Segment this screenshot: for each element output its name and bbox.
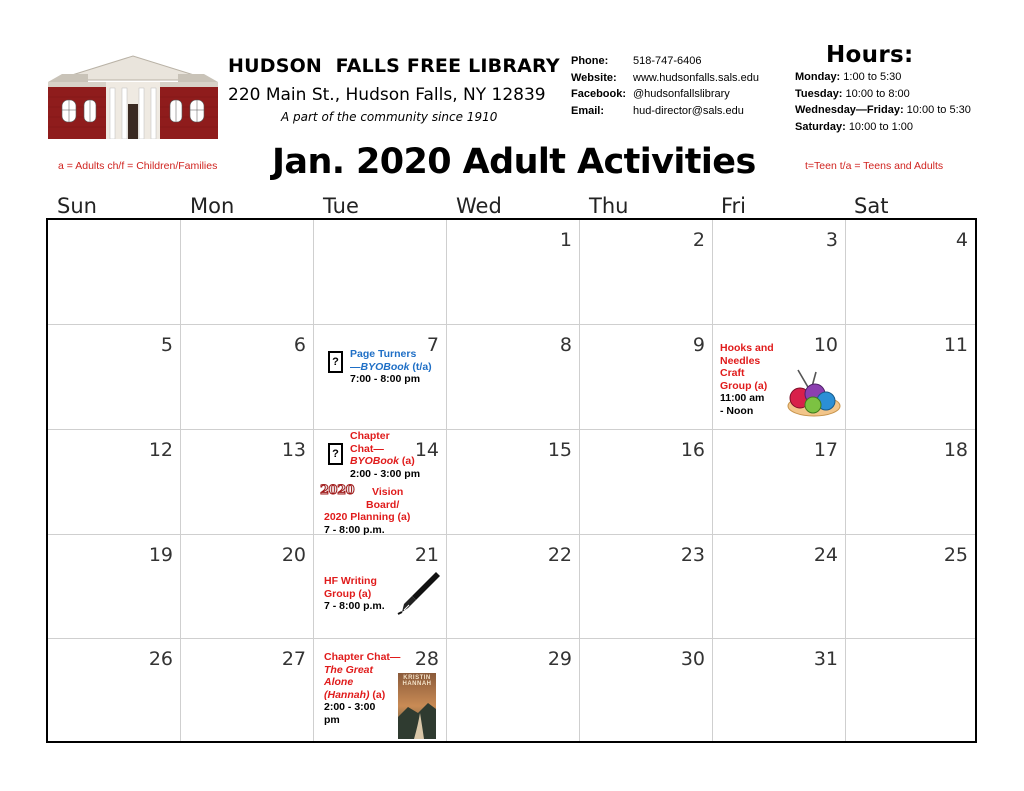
legend-audience-right: t=Teen t/a = Teens and Adults <box>805 160 944 172</box>
event-time: 7:00 - 8:00 pm <box>350 373 421 385</box>
day-number: 9 <box>692 334 705 356</box>
contact-facebook-row <box>571 86 759 103</box>
facebook-value: @hudsonfallslibrary <box>633 88 730 100</box>
day-number: 17 <box>813 439 838 461</box>
calendar-day-cell <box>713 639 846 741</box>
calendar-day-cell <box>580 220 713 325</box>
hours-day: Saturday: <box>795 120 846 133</box>
day-number: 23 <box>680 544 705 566</box>
hours-day: Monday: <box>795 71 841 83</box>
event-time: 7 - 8:00 p.m. <box>324 600 385 612</box>
event-hooks-and-needles[interactable] <box>720 342 774 417</box>
dow-wed: Wed <box>456 194 502 218</box>
event-title-line: Group (a) <box>720 379 768 392</box>
calendar-day-cell <box>447 430 580 535</box>
hours-time: 10:00 to 5:30 <box>906 104 971 116</box>
email-label: Email: <box>571 104 605 117</box>
day-number: 15 <box>547 439 572 461</box>
day-number: 11 <box>943 334 968 356</box>
calendar-day-cell <box>48 430 181 535</box>
event-audience: (t/a) <box>409 360 432 373</box>
day-number: 1 <box>559 229 572 251</box>
day-number: 20 <box>281 544 306 566</box>
hours-time: 1:00 to 5:30 <box>843 71 902 83</box>
calendar-day-cell <box>713 430 846 535</box>
day-number: 8 <box>559 334 572 356</box>
hours-list <box>795 69 971 135</box>
contact-phone-row <box>571 53 759 70</box>
event-title-line: Board/ <box>366 498 400 511</box>
day-number: 19 <box>148 544 173 566</box>
event-time: 2:00 - 3:00 <box>324 701 376 713</box>
hours-day: Wednesday—Friday: <box>795 104 904 116</box>
day-number: 25 <box>943 544 968 566</box>
event-title-line: Chapter <box>350 430 390 442</box>
facebook-label: Facebook: <box>571 88 627 100</box>
calendar-day-cell <box>846 639 975 741</box>
hours-row <box>795 69 971 86</box>
event-subtitle <box>350 455 420 468</box>
event-title-line: Hooks and <box>720 342 774 354</box>
hours-time: 10:00 to 8:00 <box>845 87 910 100</box>
vision-2020-badge: 2020 <box>320 483 355 498</box>
day-number: 6 <box>293 334 306 356</box>
calendar-day-cell <box>447 639 580 741</box>
event-byobook: BYOBook <box>350 455 400 467</box>
dow-fri: Fri <box>721 194 747 218</box>
calendar-day-cell <box>181 220 314 325</box>
event-vision-board[interactable] <box>324 486 410 536</box>
event-title-line: HF Writing <box>324 575 377 587</box>
event-book-title: Alone <box>324 676 354 688</box>
calendar-day-cell <box>181 325 314 430</box>
event-title-line: Chat— <box>350 442 384 455</box>
day-number: 3 <box>825 229 838 251</box>
hours-row <box>795 86 971 103</box>
event-title: Page Turners <box>350 348 417 360</box>
dow-sun: Sun <box>57 194 97 218</box>
event-time: 11:00 am <box>720 392 765 404</box>
day-number: 30 <box>680 648 705 670</box>
event-time: - Noon <box>720 404 754 417</box>
event-title-line: Craft <box>720 367 745 379</box>
day-number: 27 <box>281 648 306 670</box>
calendar-day-cell <box>48 325 181 430</box>
calendar-day-cell <box>447 220 580 325</box>
event-title-line: Needles <box>720 354 761 367</box>
event-audience: (a) <box>399 455 415 467</box>
dow-sat: Sat <box>854 194 889 218</box>
question-book-icon: ? <box>328 351 343 373</box>
page-title: Jan. 2020 Adult Activities <box>272 142 756 182</box>
email-value[interactable]: hud-director@sals.edu <box>633 104 744 117</box>
contact-info <box>571 53 759 119</box>
hours-title: Hours: <box>826 42 914 68</box>
calendar-grid <box>46 218 977 743</box>
calendar-day-cell <box>846 430 975 535</box>
day-number: 29 <box>547 648 572 670</box>
dow-tue: Tue <box>323 194 359 218</box>
calendar-day-cell <box>713 535 846 639</box>
event-chapter-chat-great-alone[interactable] <box>324 651 400 726</box>
website-label: Website: <box>571 71 617 84</box>
day-number: 12 <box>148 439 173 461</box>
hours-day: Tuesday: <box>795 87 843 100</box>
dow-mon: Mon <box>190 194 235 218</box>
calendar-day-cell <box>447 535 580 639</box>
yarn-balls-icon <box>786 368 841 418</box>
calendar-day-cell <box>713 220 846 325</box>
book-cover-image <box>398 673 436 739</box>
calendar-day-cell <box>580 430 713 535</box>
library-building-logo <box>48 52 218 139</box>
event-time: pm <box>324 713 340 726</box>
day-number: 18 <box>943 439 968 461</box>
calendar-day-cell <box>48 220 181 325</box>
calendar-day-cell <box>846 325 975 430</box>
event-title-line: Group (a) <box>324 587 372 600</box>
event-byobook: BYOBook <box>360 360 410 373</box>
library-address: 220 Main St., Hudson Falls, NY 12839 <box>228 85 546 105</box>
event-dash: — <box>350 360 361 373</box>
question-book-icon: ? <box>328 443 343 465</box>
event-page-turners[interactable] <box>350 348 432 386</box>
hours-time: 10:00 to 1:00 <box>848 120 914 133</box>
calendar-day-cell <box>181 639 314 741</box>
day-number: 16 <box>680 439 705 461</box>
book-cover-author: KRISTIN HANNAH <box>402 675 432 687</box>
event-title-line: 2020 Planning (a) <box>324 511 411 523</box>
event-author-line <box>324 689 400 702</box>
event-chapter-chat-byobook[interactable] <box>350 430 420 480</box>
event-author: (Hannah) <box>324 688 370 701</box>
calendar-day-cell <box>580 325 713 430</box>
hours-row <box>795 119 971 136</box>
day-number: 7 <box>426 334 439 356</box>
event-book-title: The Great <box>324 663 374 676</box>
day-number: 10 <box>813 334 838 356</box>
event-hf-writing-group[interactable] <box>324 575 385 613</box>
event-time: 7 - 8:00 p.m. <box>324 523 385 536</box>
event-title-line: Chapter Chat— <box>324 651 401 663</box>
calendar-day-cell <box>181 535 314 639</box>
day-number: 21 <box>414 544 439 566</box>
calendar-day-cell <box>846 535 975 639</box>
dow-thu: Thu <box>589 194 629 218</box>
event-audience: (a) <box>369 688 386 701</box>
day-number: 13 <box>281 439 306 461</box>
event-subtitle <box>350 361 432 374</box>
phone-value: 518-747-6406 <box>633 55 702 67</box>
hours-row <box>795 102 971 119</box>
contact-website-row <box>571 70 759 87</box>
calendar-day-cell <box>447 325 580 430</box>
library-name: HUDSON FALLS FREE LIBRARY <box>228 55 560 77</box>
legend-audience-left: a = Adults ch/f = Children/Families <box>58 160 218 172</box>
contact-email-row <box>571 103 759 120</box>
website-value[interactable]: www.hudsonfalls.sals.edu <box>633 71 759 84</box>
calendar-day-cell <box>181 430 314 535</box>
day-number: 14 <box>414 439 439 461</box>
calendar-day-cell <box>48 535 181 639</box>
day-number: 31 <box>813 648 838 670</box>
calendar-day-cell <box>580 535 713 639</box>
event-time: 2:00 - 3:00 pm <box>350 467 421 480</box>
calendar-day-cell <box>48 639 181 741</box>
day-number: 24 <box>813 544 838 566</box>
calendar-day-cell <box>580 639 713 741</box>
event-title-line: Vision <box>372 486 404 498</box>
phone-label: Phone: <box>571 55 609 67</box>
day-number: 2 <box>692 229 705 251</box>
day-number: 28 <box>414 648 439 670</box>
day-number: 4 <box>955 229 968 251</box>
day-number: 5 <box>160 334 173 356</box>
fountain-pen-icon <box>396 570 442 616</box>
day-number: 22 <box>547 544 572 566</box>
library-tagline: A part of the community since 1910 <box>281 110 498 124</box>
calendar-day-cell <box>846 220 975 325</box>
calendar-day-cell <box>314 220 447 325</box>
day-number: 26 <box>148 648 173 670</box>
